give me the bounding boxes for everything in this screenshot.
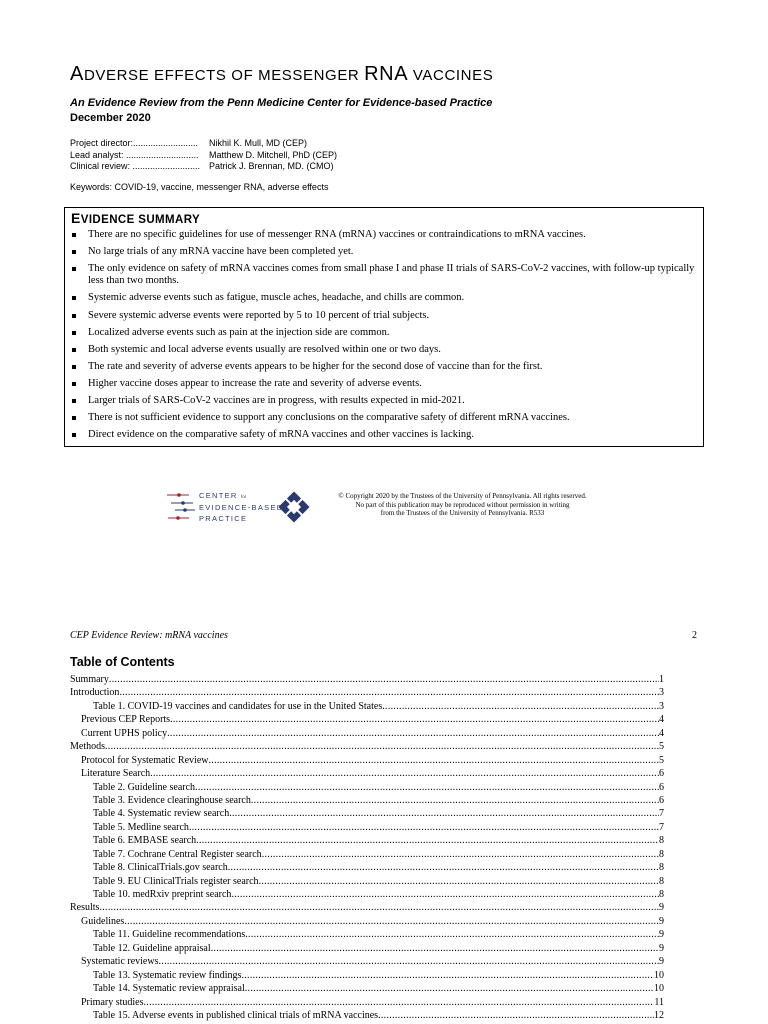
toc-entry-title: Table 1. COVID-19 vaccines and candidates for use in the United States: [93, 700, 383, 712]
evidence-summary-title: EVIDENCE SUMMARY: [71, 210, 201, 226]
bullet-square-icon: [72, 399, 76, 403]
summary-bullet: Both systemic and local adverse events usually are resolved within one or two days.: [70, 344, 695, 356]
toc-entry-page: 6: [659, 781, 664, 793]
toc-entry-title: Table 5. Medline search: [93, 821, 189, 833]
summary-bullet: There are no specific guidelines for use of messenger RNA (mRNA) vaccines or contraindications to mRNA vaccines.: [70, 229, 695, 241]
summary-bullet: No large trials of any mRNA vaccine have been completed yet.: [70, 246, 695, 258]
summary-bullet: The rate and severity of adverse events appears to be higher for the second dose of vaccine than for the first.: [70, 361, 695, 373]
toc-entry-title: Table 10. medRxiv preprint search: [93, 889, 232, 900]
toc-entry-title: Table 12. Guideline appraisal: [93, 942, 211, 954]
toc-leader-dots: [378, 1009, 654, 1022]
toc-entry-page: 8: [659, 848, 664, 860]
summary-bullet: Localized adverse events such as pain at the injection side are common.: [70, 327, 695, 339]
toc-entry[interactable]: [70, 713, 664, 726]
table-of-contents: [70, 673, 664, 1022]
staff-row-director: Project director:.......................... Nikhil K. Mull, MD (CEP): [70, 138, 308, 148]
summary-bullet: The only evidence on safety of mRNA vaccines comes from small phase I and phase II trials of SARS-CoV-2 vaccines, with follow-up typically less than two months.: [70, 263, 695, 287]
toc-entry-page: 8: [659, 835, 664, 847]
toc-leader-dots: [105, 740, 659, 753]
keywords: Keywords: COVID-19, vaccine, messenger RNA, adverse effects: [70, 182, 329, 192]
toc-leader-dots: [211, 942, 659, 955]
toc-entry-page: 4: [659, 727, 664, 739]
toc-entry-page: 8: [659, 889, 664, 900]
staff-row-clinical: Clinical review: ........................... Patrick J. Brennan, MD. (CMO): [70, 161, 334, 171]
toc-entry-page: 4: [659, 714, 664, 726]
toc-title: Table of Contents: [70, 655, 175, 669]
toc-entry[interactable]: [70, 861, 664, 874]
toc-entry[interactable]: [70, 888, 664, 901]
bullet-square-icon: [72, 382, 76, 386]
toc-leader-dots: [241, 969, 654, 982]
toc-entry-page: 9: [659, 929, 664, 941]
toc-entry-title: Table 4. Systematic review search: [93, 808, 230, 820]
toc-entry-page: 8: [659, 862, 664, 874]
toc-entry-page: 7: [659, 808, 664, 820]
toc-leader-dots: [195, 781, 659, 794]
document-title: ADVERSE EFFECTS OF MESSENGER RNA VACCINES: [70, 63, 494, 85]
toc-leader-dots: [251, 794, 659, 807]
toc-leader-dots: [150, 767, 659, 780]
toc-entry-title: Table 6. EMBASE search: [93, 835, 197, 847]
staff-row-analyst: Lead analyst: ............................. Matthew D. Mitchell, PhD (CEP): [70, 149, 338, 160]
toc-entry-page: 3: [659, 687, 664, 699]
toc-entry[interactable]: [70, 982, 664, 995]
toc-entry-page: 7: [659, 821, 664, 833]
toc-entry-page: 6: [659, 794, 664, 806]
toc-entry-title: Literature Search: [81, 768, 151, 780]
toc-leader-dots: [99, 901, 659, 914]
cep-logo-text: CENTER for EVIDENCE-BASED PRACTICE: [199, 491, 284, 523]
toc-entry[interactable]: [70, 942, 664, 955]
summary-bullet: Severe systemic adverse events were reported by 5 to 10 percent of trial subjects.: [70, 310, 695, 322]
toc-entry-title: Table 9. EU ClinicalTrials register search: [93, 875, 259, 887]
toc-entry-title: Table 13. Systematic review findings: [93, 969, 242, 981]
toc-entry[interactable]: [70, 848, 664, 861]
toc-leader-dots: [144, 996, 655, 1009]
toc-leader-dots: [259, 875, 659, 888]
toc-entry[interactable]: [70, 901, 664, 914]
toc-entry[interactable]: [70, 969, 664, 982]
toc-entry[interactable]: [70, 955, 664, 968]
copyright-notice: © Copyright 2020 by the Trustees of the University of Pennsylvania. All rights reserved. No part of this publication may be reproduced without permission in writing from the Trustees of the University of Pennsylvania. R533: [338, 492, 587, 518]
page-number: 2: [692, 630, 697, 641]
toc-entry-page: 12: [654, 1009, 664, 1021]
toc-leader-dots: [228, 861, 659, 874]
toc-leader-dots: [245, 982, 654, 995]
toc-leader-dots: [170, 713, 659, 726]
toc-entry-page: 8: [659, 875, 664, 887]
toc-entry-page: 1: [659, 674, 664, 685]
bullet-square-icon: [72, 314, 76, 318]
summary-bullet: There is not sufficient evidence to support any conclusions on the comparative safety of different mRNA vaccines.: [70, 412, 695, 424]
toc-entry[interactable]: [70, 1009, 664, 1022]
toc-entry[interactable]: [70, 673, 664, 686]
toc-entry-title: Summary: [70, 674, 109, 685]
toc-entry[interactable]: [70, 700, 664, 713]
toc-entry-title: Current UPHS policy: [81, 727, 168, 739]
summary-bullet: Systemic adverse events such as fatigue, muscle aches, headache, and chills are common.: [70, 292, 695, 304]
summary-bullet: Higher vaccine doses appear to increase the rate and severity of adverse events.: [70, 378, 695, 390]
publication-date: December 2020: [70, 112, 151, 124]
bullet-square-icon: [72, 365, 76, 369]
toc-entry-title: Table 7. Cochrane Central Register search: [93, 848, 262, 860]
toc-leader-dots: [119, 686, 659, 699]
toc-entry[interactable]: [70, 807, 664, 820]
toc-entry[interactable]: [70, 686, 664, 699]
bullet-square-icon: [72, 233, 76, 237]
toc-entry-title: Systematic reviews: [81, 956, 159, 968]
toc-entry-page: 11: [654, 996, 664, 1008]
bullet-square-icon: [72, 433, 76, 437]
toc-leader-dots: [229, 807, 659, 820]
toc-entry-title: Primary studies: [81, 996, 144, 1008]
toc-entry-page: 5: [659, 754, 664, 766]
toc-entry[interactable]: [70, 834, 664, 847]
toc-entry-title: Table 2. Guideline search: [93, 781, 196, 793]
toc-entry[interactable]: [70, 875, 664, 888]
toc-entry-title: Introduction: [70, 687, 120, 699]
bullet-square-icon: [72, 348, 76, 352]
toc-entry-title: Methods: [70, 741, 105, 753]
toc-entry-page: 5: [659, 741, 664, 753]
toc-leader-dots: [189, 821, 659, 834]
toc-entry[interactable]: [70, 740, 664, 753]
toc-entry[interactable]: [70, 996, 664, 1009]
toc-entry[interactable]: [70, 727, 664, 740]
toc-leader-dots: [245, 928, 659, 941]
document-subtitle: An Evidence Review from the Penn Medicine Center for Evidence-based Practice: [70, 97, 493, 109]
cep-logo: [165, 486, 310, 528]
staff-list: [70, 138, 337, 173]
toc-entry-page: 6: [659, 768, 664, 780]
toc-entry[interactable]: [70, 821, 664, 834]
toc-leader-dots: [124, 915, 659, 928]
toc-entry[interactable]: [70, 754, 664, 767]
toc-entry-page: 9: [659, 902, 664, 914]
evidence-summary-box: [64, 207, 704, 447]
summary-bullet: Larger trials of SARS-CoV-2 vaccines are in progress, with results expected in mid-2021.: [70, 395, 695, 407]
toc-leader-dots: [158, 955, 659, 968]
toc-entry-title: Results: [70, 902, 100, 914]
evidence-summary-list: [70, 229, 695, 446]
toc-leader-dots: [167, 727, 659, 740]
toc-leader-dots: [109, 673, 659, 686]
toc-entry-title: Protocol for Systematic Review: [81, 754, 209, 766]
toc-entry[interactable]: [70, 781, 664, 794]
bullet-square-icon: [72, 331, 76, 335]
running-header: CEP Evidence Review: mRNA vaccines: [70, 630, 228, 641]
toc-entry[interactable]: [70, 767, 664, 780]
toc-leader-dots: [231, 888, 659, 901]
bullet-square-icon: [72, 267, 76, 271]
toc-leader-dots: [208, 754, 659, 767]
toc-leader-dots: [382, 700, 659, 713]
toc-leader-dots: [262, 848, 659, 861]
toc-entry-title: Table 14. Systematic review appraisal: [93, 983, 245, 995]
toc-leader-dots: [196, 834, 659, 847]
toc-entry-title: Guidelines: [81, 915, 125, 927]
toc-entry-title: Table 15. Adverse events in published clinical trials of mRNA vaccines: [93, 1009, 379, 1021]
toc-entry-page: 9: [659, 956, 664, 968]
toc-entry-page: 3: [659, 700, 664, 712]
toc-entry-title: Table 3. Evidence clearinghouse search: [93, 794, 251, 806]
bullet-square-icon: [72, 296, 76, 300]
summary-bullet: Direct evidence on the comparative safety of mRNA vaccines and other vaccines is lacking.: [70, 429, 695, 441]
toc-entry-page: 9: [659, 942, 664, 954]
toc-entry[interactable]: [70, 915, 664, 928]
bullet-square-icon: [72, 250, 76, 254]
toc-entry-title: Previous CEP Reports: [81, 714, 171, 726]
toc-entry-page: 10: [654, 969, 664, 981]
toc-entry[interactable]: [70, 794, 664, 807]
toc-entry-title: Table 8. ClinicalTrials.gov search: [93, 862, 228, 874]
bullet-square-icon: [72, 416, 76, 420]
toc-entry-page: 10: [654, 983, 664, 995]
toc-entry-title: Table 11. Guideline recommendations: [93, 929, 246, 941]
toc-entry[interactable]: [70, 928, 664, 941]
toc-entry-page: 9: [659, 915, 664, 927]
